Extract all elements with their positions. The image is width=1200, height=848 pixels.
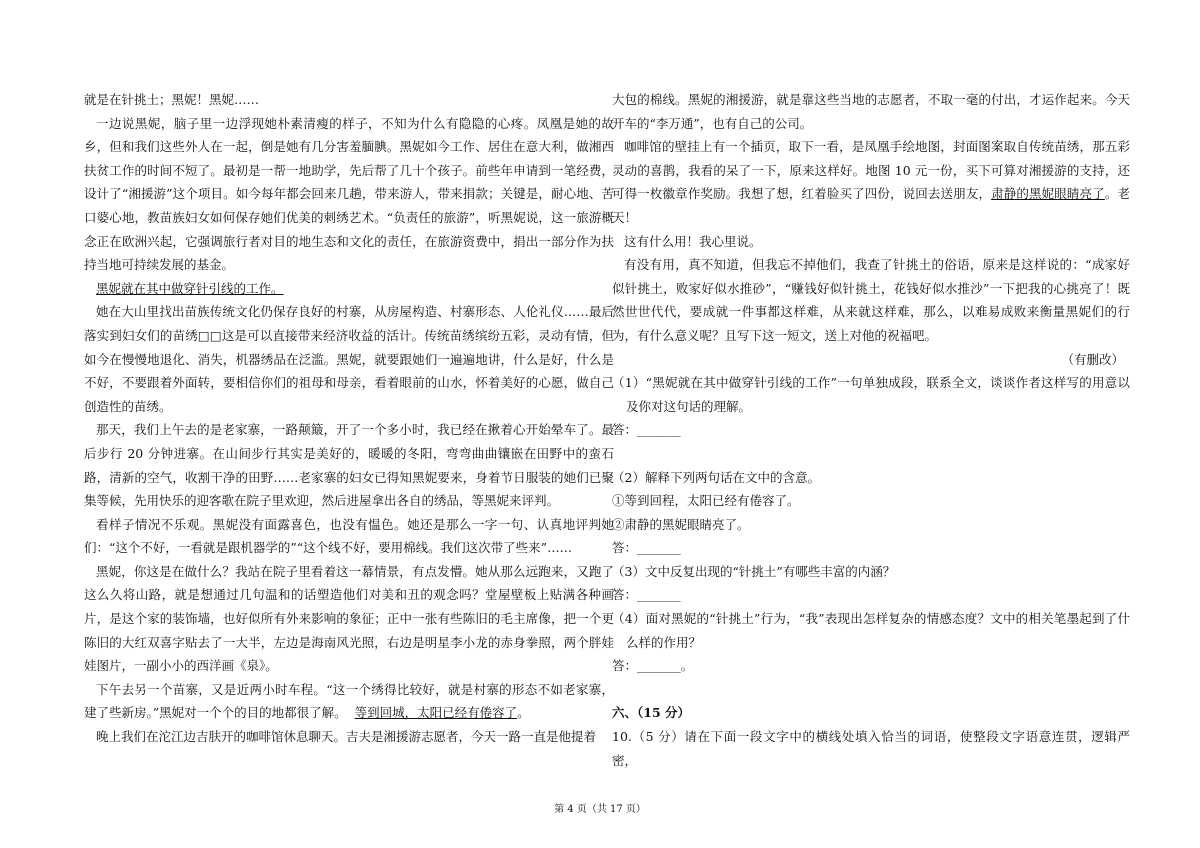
answer-line-3: 答：_______ [612,587,681,603]
page-footer: 第 4 页（共 17 页） [554,804,646,815]
paragraph-heini-background: 一边说黑妮，脑子里一边浮现她朴素清瘦的样子，不知为什么有隐隐的心疼。凤凰是她的故乡，但和我们这些外人在一起，倒是她有几分害羞腼腆。黑妮如今工作、居住在意大利，做湘西扶贫工作的时间不短了。最初是一帮一地助学，先后帮了几十个孩子。前些年申请到一笔经费，设计了“湘援游”这个项目。如今每年都会回来几趟，带来游人，带来捐款；关键是，耐心地、苦口婆心地，教苗族妇女如何保存她们优美的刺绣艺术。“负责任的旅游”，听黑妮说，这一旅游概念正在欧洲兴起，它强调旅行者对目的地生态和文化的责任，在旅游资费中，捐出一部分作为扶持当地可持续发展的基金。 [84,115,614,273]
paragraph-laojia-village: 那天，我们上午去的是老家寨，一路颠簸，开了一个多小时，我已经在揪着心开始晕车了。最后步行 20 分钟进寨。在山间步行其实是美好的，暖暖的冬阳，弯弯曲曲镶嵌在田野中的蛮石路，清新的空气，收割干净的田野……老家寨的妇女已得知黑妮要来，身着节日服装的她们已聚集等候，先用快乐的迎客歌在院子里欢迎，然后进屋拿出各自的绣品，等黑妮来评判。 [84,422,614,509]
underlined-sentence-eyes: 肃静的黑妮眼睛亮了 [991,186,1105,202]
question-4: （4）面对黑妮的“针挑土”行为，“我”表现出怎样复杂的情感态度？文中的相关笔墨起到了什么样的作用？ [612,611,1130,650]
afternoon-text: 下午去另一个苗寨，又是近两小时车程。“这一个绣得比较好，就是村寨的形态不如老家寨，建了些新房。”黑妮对一个个的目的地都很了解。 [84,681,614,721]
underlined-sentence: 黑妮就在其中做穿针引线的工作。 [96,280,284,296]
section-heading-6: 六、（15 分） [612,705,690,721]
paragraph-evening-cafe: 晚上我们在沱江边吉肤开的咖啡馆休息聊天。吉夫是湘援游志愿者，今天一路一直是他提着 [96,729,597,745]
map-text-end: 。老天！ [612,186,1130,225]
source-note: （有删改） [1061,351,1124,367]
period: 。 [517,705,530,721]
paragraph-miao-embroidery: 她在大山里找出苗族传统文化仍保存良好的村寨，从房屋构造、村寨形态、人伦礼仪……最后落实到妇女们的苗绣□□这是可以直接带来经济收益的活计。传统苗绣缤纷五彩，灵动有情，但如今在慢慢地退化、消失，机器绣品在泛滥。黑妮，就要跟她们一遍遍地讲，什么是好，什么是不好，不要跟着外面转，要相信你们的祖母和母亲，看着眼前的山水，怀着美好的心愿，做自己创造性的苗绣。 [84,304,614,414]
answer-line-2: 答：_______ [612,540,681,556]
spacer [612,442,1130,466]
right-column [612,88,1130,772]
paragraph-intro-line: 就是在针挑土；黑妮！黑妮…… [84,92,260,107]
paragraph-inner-voice: 这有什么用！我心里说。 [624,233,762,249]
paragraph-proverb: 有没有用，真不知道，但我忘不掉他们，我查了针挑土的俗语，原来是这样说的：“成家好似针挑土，败家好似水推砂”，“赚钱好似针挑土，花钱好似水推沙”一下把我的心挑亮了！既然世世代代，要成就一件事都这样难，从来就这样难，那么，以难易成败来衡量黑妮们的行为，有什么意义呢？且写下这一短文，送上对他的祝福吧。 [612,257,1130,343]
paragraph-judging: 看样子情况不乐观。黑妮没有面露喜色，也没有愠色。她还是那么一字一句、认真地评判她们：“这个不好，一看就是跟机器学的”“这个线不好，要用棉线。我们这次带了些来”…… [84,516,614,556]
question-3: （3）文中反复出现的“针挑土”有哪些丰富的内涵？ [612,563,896,579]
spacer [612,678,1130,702]
question-2-item-2: ②肃静的黑妮眼睛亮了。 [612,516,750,532]
question-2: （2）解释下列两句话在文中的含意。 [612,469,820,485]
paragraph-threading-work [84,277,614,301]
answer-line-4: 答：_______。 [612,658,694,674]
question-1: （1）“黑妮就在其中做穿针引线的工作”一句单独成段，联系全文，谈谈作者这样写的用意以及你对这句话的理解。 [612,375,1130,414]
map-text: 咖啡馆的壁挂上有一个插页，取下一看，是凤凰手绘地图，封面图案取自传统苗绣，那五彩灵动的喜鹊，我看的呆了一下，原来这样好。地图 10 元一份，买下可算对湘援游的支持，还可得一枚徽章作奖励。我想了想，红着脸买了四份，说回去送朋友， [612,139,1130,202]
underlined-sentence-return: 等到回城，太阳已经有倦容了 [354,705,518,721]
left-column [84,88,614,749]
paragraph-map [612,135,1130,229]
paragraph-afternoon [84,678,614,725]
question-2-item-1: ①等到回程，太阳已经有倦容了。 [612,493,800,509]
paragraph-reflection: 黑妮，你这是在做什么？我站在院子里看着这一幕情景，有点发懵。她从那么远跑来，又跑了这么久将山路，就是想通过几句温和的话塑造他们对美和丑的观念吗？堂屋壁板上贴满各种画片，是这个家的装饰墙，也好似所有外来影响的象征；正中一张有些陈旧的毛主席像，把一个更陈旧的大红双喜字贴去了一大半，左边是海南风光照，右边是明星李小龙的赤身拳照，两个胖娃娃图片，一副小小的西洋画《泉》。 [84,563,614,674]
question-10: 10.（5 分）请在下面一段文字中的横线处填入恰当的词语，使整段文字语意连贯，逻辑严密， [612,729,1130,768]
paragraph-volunteers: 大包的棉线。黑妮的湘援游，就是靠这些当地的志愿者，不取一毫的付出，才运作起来。今天开车的“李万通”，也有自己的公司。 [612,92,1130,131]
answer-line-1: 答：_______ [612,422,681,438]
